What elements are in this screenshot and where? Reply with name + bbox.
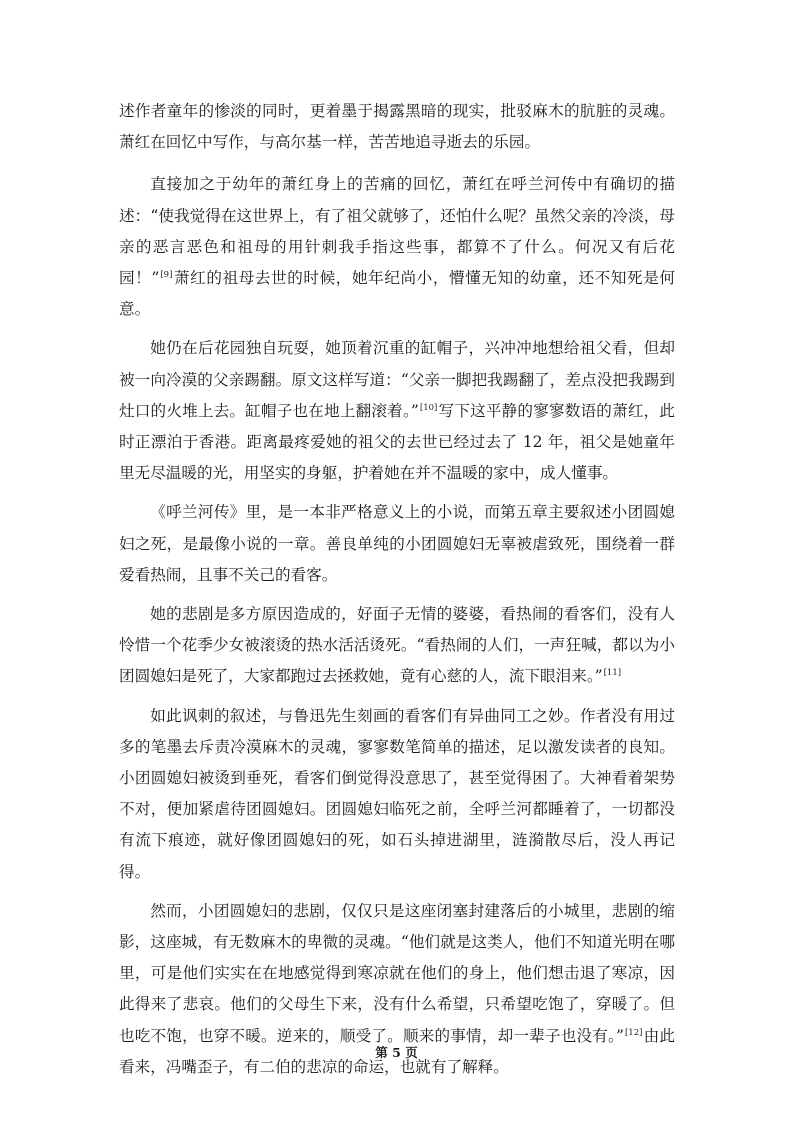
paragraph <box>119 333 675 489</box>
paragraph <box>119 701 675 888</box>
paragraph-text: 她仍在后花园独自玩耍，她顶着沉重的缸帽子，兴冲冲地想给祖父看，但却被一向冷漠的父亲踢翻。原文这样写道：“父亲一脚把我踢翻了，差点没把我踢到灶口的火堆上去。缸帽子也在地上翻滚着。” <box>119 339 675 420</box>
paragraph <box>119 497 675 591</box>
citation-marker: [12] <box>624 1027 643 1038</box>
page-number: 第 5 页 <box>375 1045 418 1060</box>
citation-marker: [11] <box>603 668 622 679</box>
citation-marker: [9] <box>160 269 173 280</box>
paragraph-text: 直接加之于幼年的萧红身上的苦痛的回忆，萧红在呼兰河传中有确切的描述：“使我觉得在这世界上，有了祖父就够了，还怕什么呢？虽然父亲的冷淡，母亲的恶言恶色和祖母的用针刺我手指这些事，都算不了什么。何况又有后花园！” <box>119 175 675 288</box>
paragraph-text: 如此讽刺的叙述，与鲁迅先生刻画的看客们有异曲同工之妙。作者没有用过多的笔墨去斥责冷漠麻木的灵魂，寥寥数笔简单的描述，足以激发读者的良知。小团圆媳妇被烫到垂死，看客们倒觉得没意思了，甚至觉得困了。大神看着架势不对，便加紧虐待团圆媳妇。团圆媳妇临死之前，全呼兰河都睡着了，一切都没有流下痕迹，就好像团圆媳妇的死，如石头掉进湖里，涟漪散尽后，没人再记得。 <box>119 706 675 881</box>
paragraph-text: 《呼兰河传》里，是一本非严格意义上的小说，而第五章主要叙述小团圆媳妇之死，是最像小说的一章。善良单纯的小团圆媳妇无辜被虐致死，围绕着一群爱看热闹，且事不关己的看客。 <box>119 503 675 584</box>
paragraph-text: 然而，小团圆媳妇的悲剧，仅仅只是这座闭塞封建落后的小城里，悲剧的缩影，这座城，有无数麻木的卑微的灵魂。“他们就是这类人，他们不知道光明在哪里，可是他们实实在在地感觉得到寒凉就在他们的身上，他们想击退了寒凉，因此得来了悲哀。他们的父母生下来，没有什么希望，只希望吃饱了，穿暖了。但也吃不饱，也穿不暖。逆来的，顺受了。顺来的事情，却一辈子也没有。” <box>119 901 675 1045</box>
paragraph-text: 由此看来，冯嘴歪子，有二伯的悲凉的命运，也就有了解释。 <box>119 1026 675 1076</box>
paragraph <box>119 599 675 693</box>
paragraph-text: 她的悲剧是多方原因造成的，好面子无情的婆婆，看热闹的看客们，没有人怜惜一个花季少女被滚烫的热水活活烫死。“看热闹的人们，一声狂喊，都以为小团圆媳妇是死了，大家都跑过去拯救她，竟有心慈的人，流下眼泪来。” <box>119 605 675 686</box>
paragraph-text: 述作者童年的惨淡的同时，更着墨于揭露黑暗的现实，批驳麻木的肮脏的灵魂。萧红在回忆中写作，与高尔基一样，苦苦地追寻逝去的乐园。 <box>119 102 675 152</box>
paragraph-text: 写下这平静的寥寥数语的萧红，此时正漂泊于香港。距离最疼爱她的祖父的去世已经过去了 12 年，祖父是她童年里无尽温暖的光，用坚实的身躯，护着她在并不温暖的家中，成人懂事。 <box>119 401 675 483</box>
document-body <box>119 96 675 1083</box>
paragraph <box>119 96 675 158</box>
paragraph <box>119 169 675 325</box>
citation-marker: [10] <box>419 402 438 413</box>
paragraph-text: 萧红的祖母去世的时候，她年纪尚小，懵懂无知的幼童，还不知死是何意。 <box>119 269 675 319</box>
